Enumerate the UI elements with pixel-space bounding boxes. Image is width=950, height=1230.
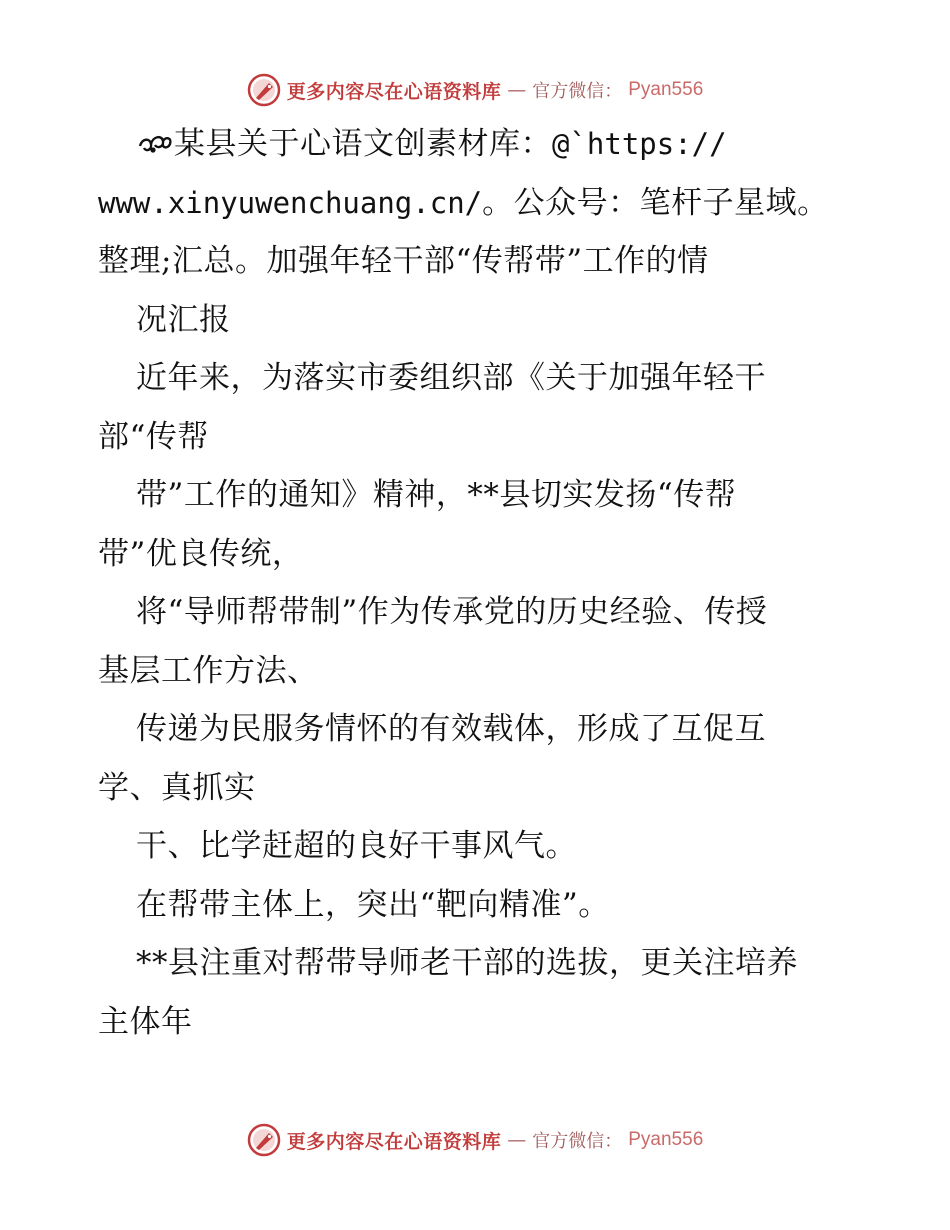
paragraph-line: 近年来，为落实市委组织部《关于加强年轻干 <box>136 360 766 396</box>
url-text: www.xinyuwenchuang.cn/ <box>98 185 483 220</box>
line-text: 某县关于心语文创素材库： <box>174 126 552 162</box>
paragraph-line: 学、真抓实 <box>98 769 256 806</box>
paragraph-line: 况汇报 <box>136 301 231 338</box>
banner-wechat-id: Pyan556 <box>628 79 704 100</box>
paragraph-line <box>98 115 868 174</box>
footer-banner <box>0 1120 950 1160</box>
paragraph-line: 部“传帮 <box>98 418 209 455</box>
paragraph-line: 主体年 <box>98 1003 193 1040</box>
paragraph-line: **县注重对帮带导师老干部的选拔，更关注培养 <box>136 945 798 981</box>
banner-dash: — <box>507 1129 527 1151</box>
url-text: @`https:// <box>552 127 727 161</box>
clover-bullet-icon <box>136 130 174 156</box>
header-banner <box>0 70 950 110</box>
banner-wechat-id: Pyan556 <box>628 1129 704 1150</box>
line-text: 。公众号：笔杆子星域。 <box>482 184 829 221</box>
paragraph-line: 干、比学赶超的良好干事风气。 <box>136 828 577 864</box>
banner-promo-text: 更多内容尽在心语资料库 <box>286 1130 502 1153</box>
pen-nib-logo-icon <box>247 73 281 107</box>
paragraph-line: 将“导师帮带制”作为传承党的历史经验、传授 <box>136 594 768 630</box>
paragraph-line <box>98 174 868 233</box>
paragraph-line: 整理;汇总。加强年轻干部“传帮带”工作的情 <box>98 243 709 279</box>
document-body <box>98 115 868 1051</box>
paragraph-line: 传递为民服务情怀的有效载体，形成了互促互 <box>136 711 766 747</box>
paragraph-line: 带”工作的通知》精神，**县切实发扬“传帮 <box>136 477 737 513</box>
banner-official-label: 官方微信： <box>532 1131 623 1152</box>
pen-nib-logo-icon <box>247 1123 281 1157</box>
paragraph-line: 带”优良传统， <box>98 535 304 572</box>
banner-promo-text: 更多内容尽在心语资料库 <box>286 80 502 103</box>
banner-official-label: 官方微信： <box>532 81 623 102</box>
banner-dash: — <box>507 79 527 101</box>
paragraph-line: 在帮带主体上，突出“靶向精准”。 <box>136 886 610 923</box>
paragraph-line: 基层工作方法、 <box>98 652 319 689</box>
